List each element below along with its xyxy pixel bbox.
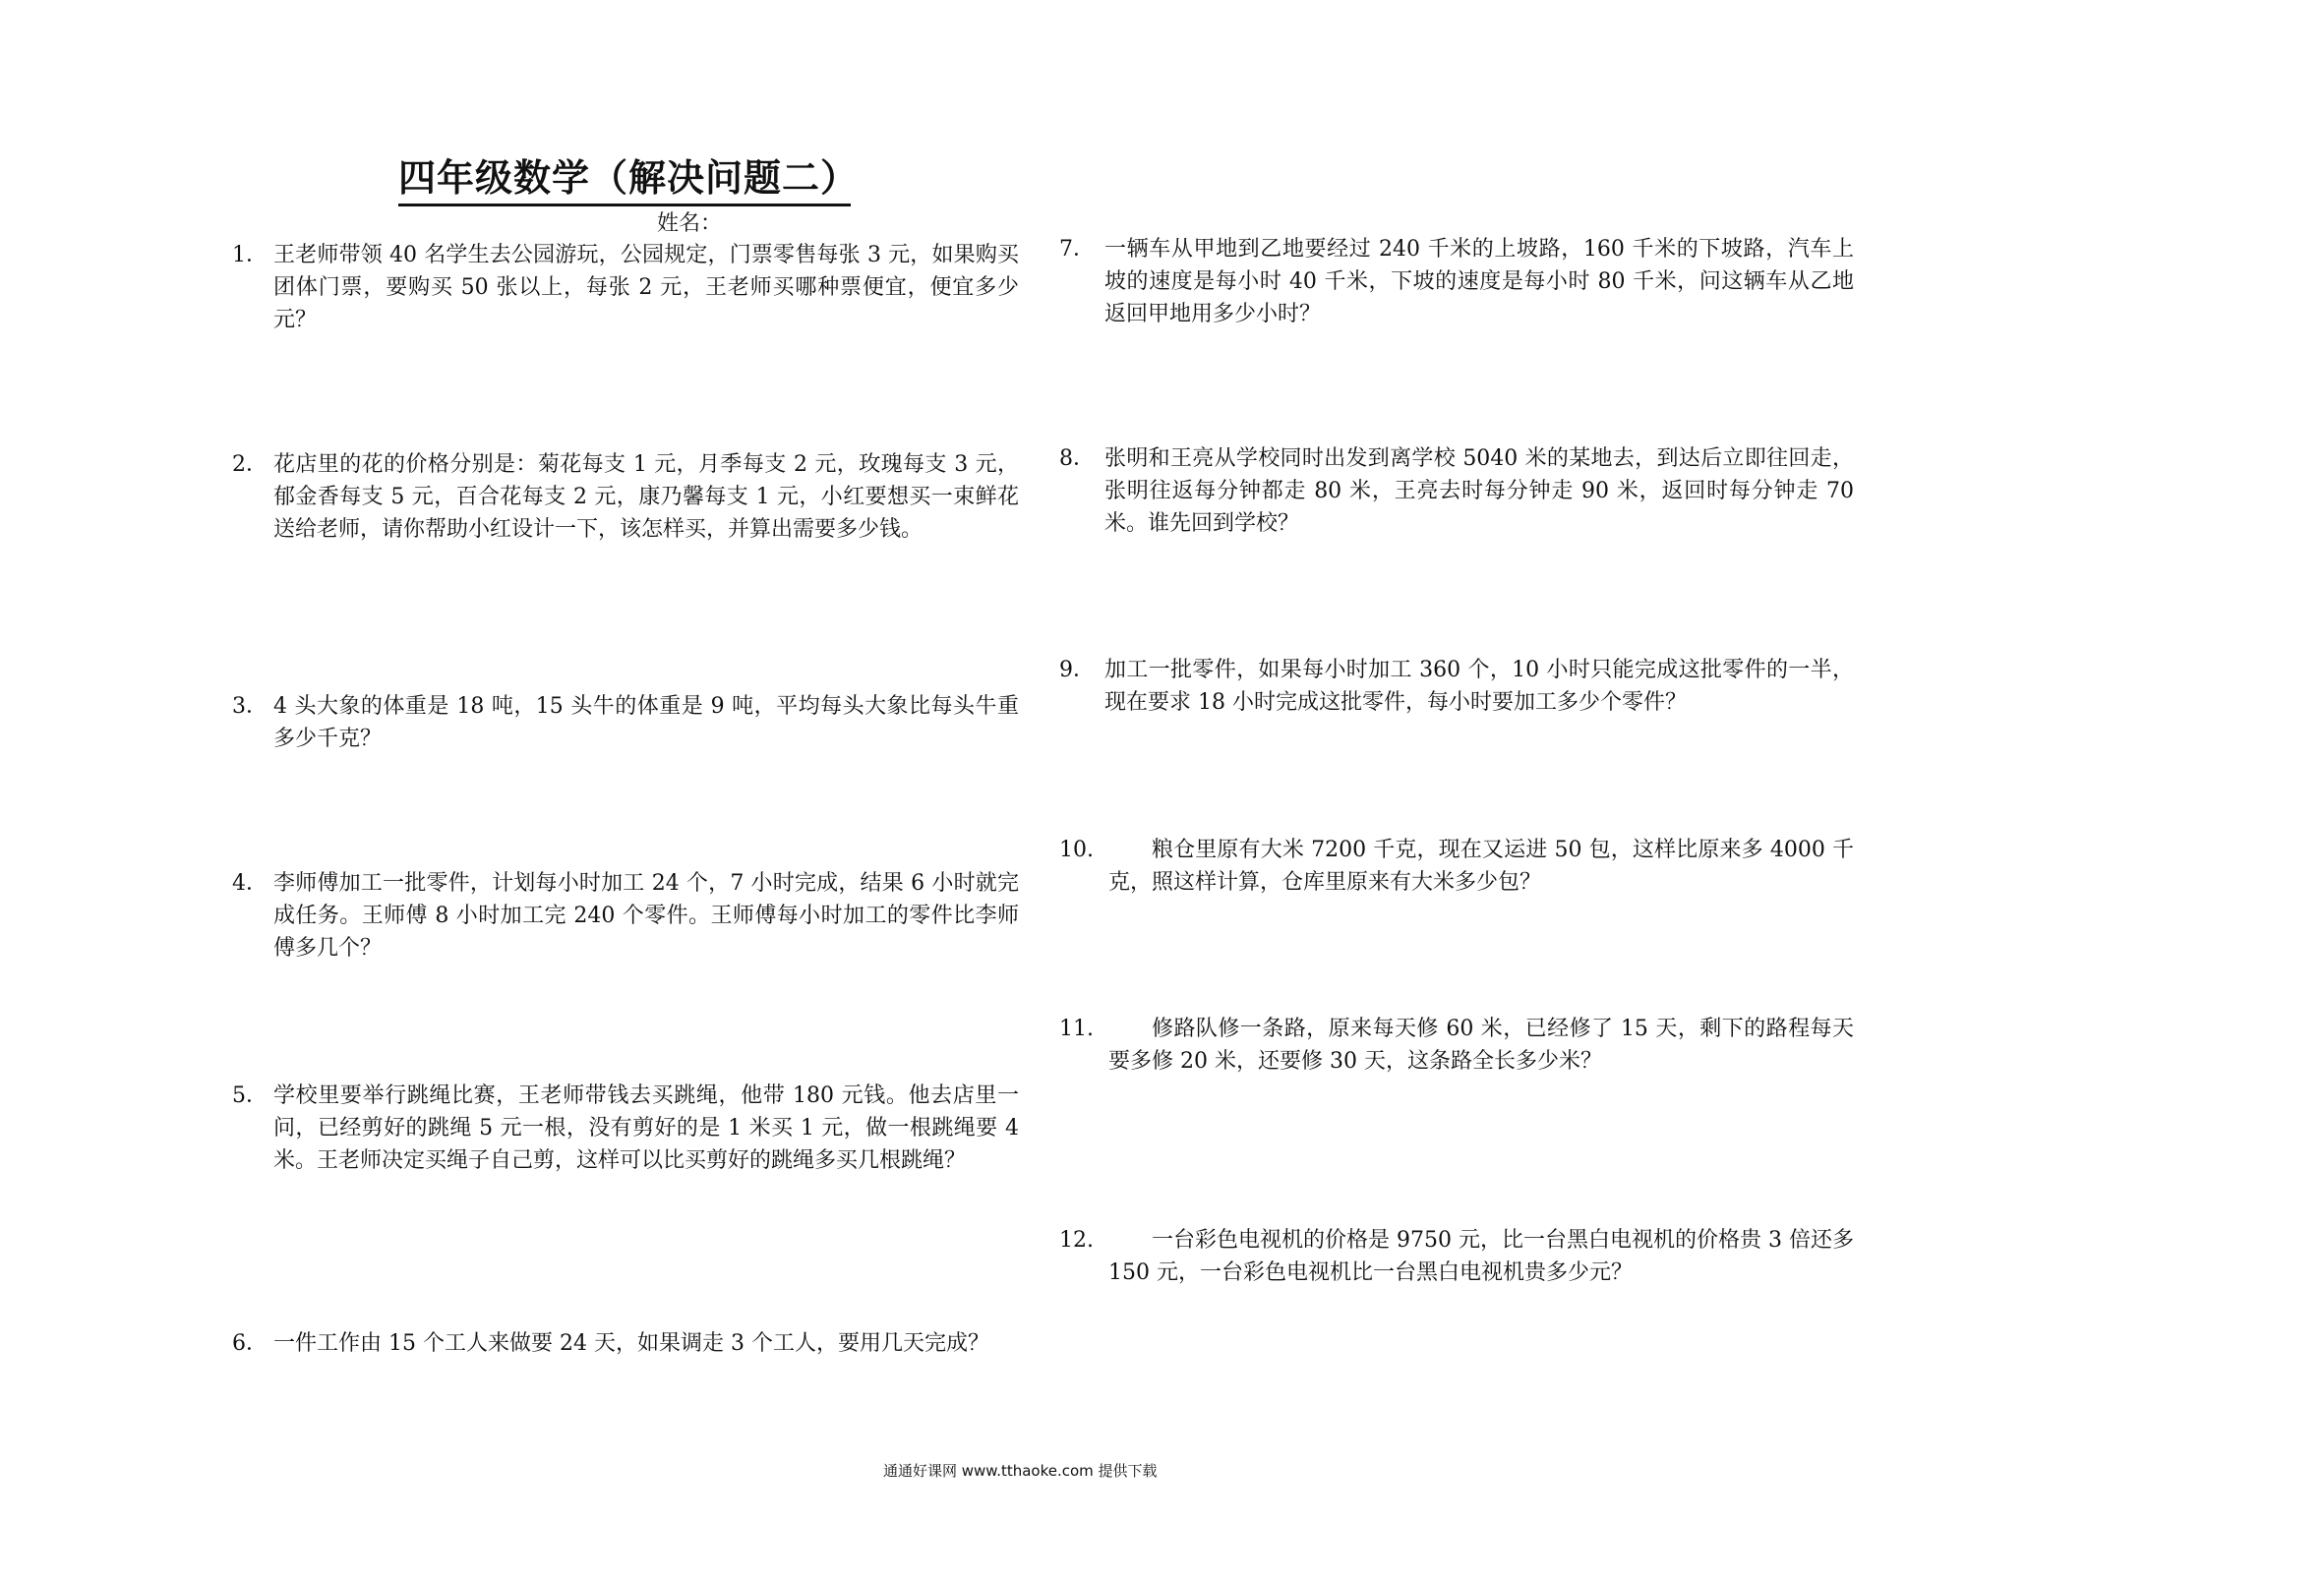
problem-text: 李师傅加工一批零件，计划每小时加工 24 个，7 小时完成，结果 6 小时就完成任务。王师傅 8 小时加工完 240 个零件。王师傅每小时加工的零件比李师傅多几个？ bbox=[273, 871, 1019, 961]
problem-text: 学校里要举行跳绳比赛，王老师带钱去买跳绳，他带 180 元钱。他去店里一问，已经剪好的跳绳 5 元一根，没有剪好的是 1 米买 1 元，做一根跳绳要 4 米。王老师决定买绳子自己剪，这样可以比买剪好的跳绳多买几根跳绳？ bbox=[273, 1083, 1019, 1173]
problem-number: 8． bbox=[1059, 446, 1095, 471]
problem-text: 张明和王亮从学校同时出发到离学校 5040 米的某地去，到达后立即往回走，张明往返每分钟都走 80 米，王亮去时每分钟走 90 米，返回时每分钟走 70 米。谁先回到学校？ bbox=[1104, 446, 1854, 536]
problem-number: 6． bbox=[232, 1331, 268, 1356]
problem-number: 3． bbox=[232, 694, 268, 719]
problem-number: 12. bbox=[1059, 1228, 1094, 1253]
problem-5 bbox=[232, 1080, 1019, 1177]
problem-number: 10. bbox=[1059, 838, 1094, 862]
problem-text: 一件工作由 15 个工人来做要 24 天，如果调走 3 个工人，要用几天完成？ bbox=[273, 1331, 989, 1356]
problem-text: 花店里的花的价格分别是：菊花每支 1 元，月季每支 2 元，玫瑰每支 3 元，郁金香每支 5 元，百合花每支 2 元，康乃馨每支 1 元，小红要想买一束鲜花送给老师，请你帮助小红设计一下，该怎样买，并算出需要多少钱。 bbox=[273, 452, 1019, 542]
problem-11 bbox=[1059, 1013, 1854, 1078]
problem-9 bbox=[1059, 654, 1854, 719]
problem-2 bbox=[232, 448, 1019, 546]
problem-1 bbox=[232, 239, 1019, 336]
problem-number: 11. bbox=[1059, 1017, 1094, 1041]
problem-6 bbox=[232, 1327, 1019, 1360]
problem-12 bbox=[1059, 1224, 1854, 1289]
problem-text: 粮仓里原有大米 7200 千克，现在又运进 50 包，这样比原来多 4000 千克，照这样计算，仓库里原来有大米多少包？ bbox=[1108, 838, 1854, 895]
problem-10 bbox=[1059, 834, 1854, 899]
problem-text: 4 头大象的体重是 18 吨，15 头牛的体重是 9 吨，平均每头大象比每头牛重多少千克？ bbox=[273, 694, 1019, 751]
problem-number: 4． bbox=[232, 871, 268, 896]
problem-3 bbox=[232, 690, 1019, 755]
problem-number: 7． bbox=[1059, 237, 1095, 262]
problem-7 bbox=[1059, 233, 1854, 330]
problem-text: 一辆车从甲地到乙地要经过 240 千米的上坡路，160 千米的下坡路，汽车上坡的速度是每小时 40 千米，下坡的速度是每小时 80 千米，问这辆车从乙地返回甲地用多少小时？ bbox=[1104, 237, 1854, 326]
problem-number: 9． bbox=[1059, 658, 1095, 682]
problem-text: 修路队修一条路，原来每天修 60 米，已经修了 15 天，剩下的路程每天要多修 20 米，还要修 30 天，这条路全长多少米？ bbox=[1108, 1017, 1854, 1074]
name-field-label: 姓名： bbox=[657, 211, 723, 236]
problem-4 bbox=[232, 867, 1019, 965]
problem-number: 1． bbox=[232, 243, 268, 267]
problem-number: 2． bbox=[232, 452, 268, 477]
problem-number: 5． bbox=[232, 1083, 268, 1108]
footer-source: 通通好课网 www.tthaoke.com 提供下载 bbox=[883, 1462, 1158, 1480]
problem-text: 王老师带领 40 名学生去公园游玩，公园规定，门票零售每张 3 元，如果购买团体门票，要购买 50 张以上，每张 2 元，王老师买哪种票便宜，便宜多少元？ bbox=[273, 243, 1019, 332]
problem-text: 加工一批零件，如果每小时加工 360 个，10 小时只能完成这批零件的一半，现在要求 18 小时完成这批零件，每小时要加工多少个零件？ bbox=[1104, 658, 1854, 715]
problem-8 bbox=[1059, 442, 1854, 540]
problem-text: 一台彩色电视机的价格是 9750 元，比一台黑白电视机的价格贵 3 倍还多 150 元，一台彩色电视机比一台黑白电视机贵多少元？ bbox=[1108, 1228, 1854, 1285]
page-title: 四年级数学（解决问题二） bbox=[398, 147, 851, 206]
